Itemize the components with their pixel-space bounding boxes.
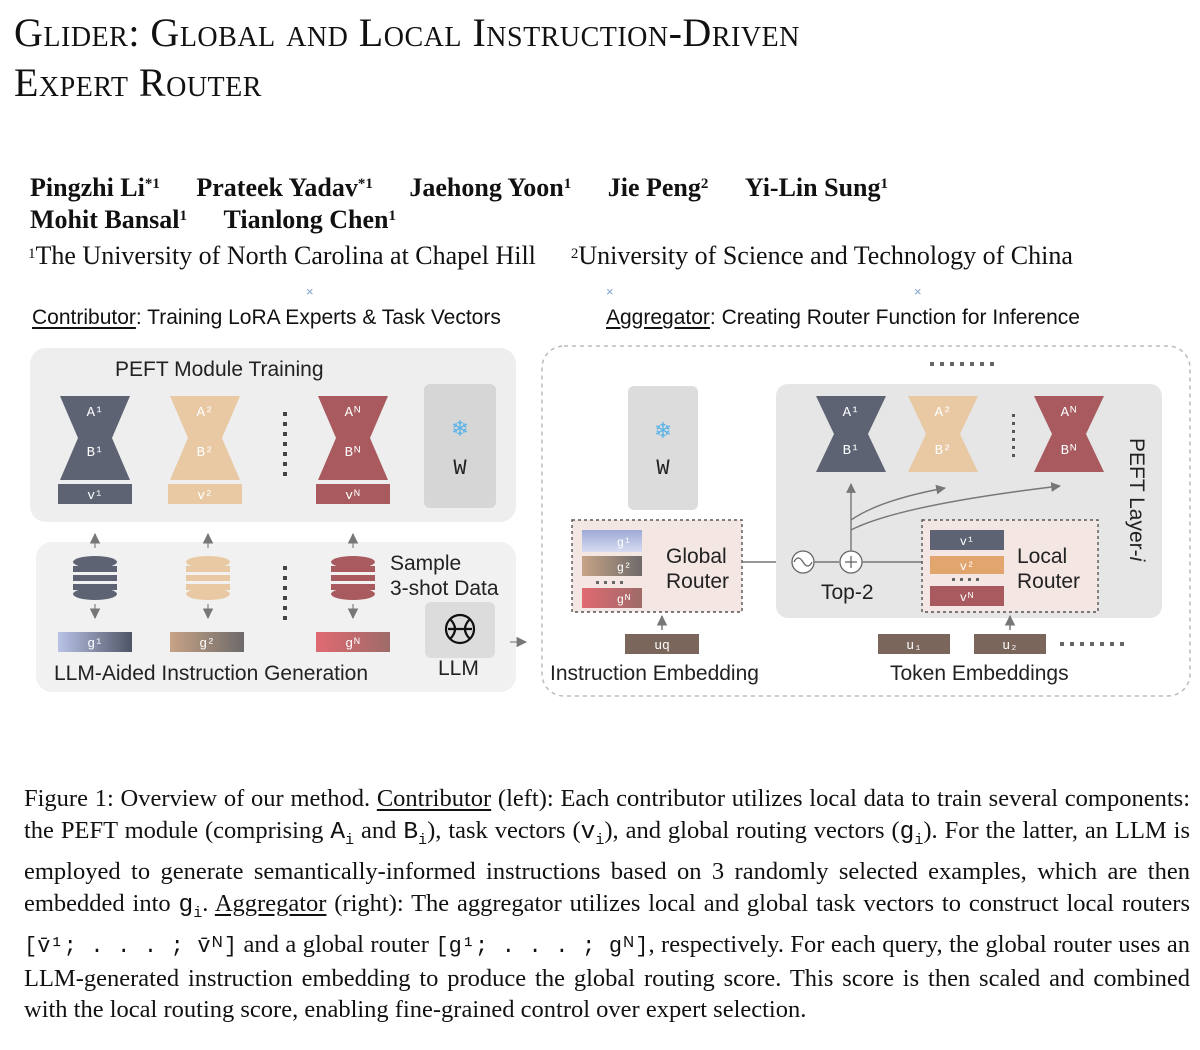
affiliations [28,240,1073,272]
instruction-generation-label: LLM-Aided Instruction Generation [54,662,369,685]
method-overview-figure [0,280,1200,720]
svg-text:Aᴺ: Aᴺ [1060,405,1078,421]
sample-label: 3-shot Data [390,577,499,600]
sample-label: Sample [390,552,462,575]
figure-caption: Figure 1: Overview of our method. Contributor (left): Each contributor utilizes local data to train several components: the PEFT module (comprising $A_i$ and $B_i$), task vectors $(v_i)$, and global routing vectors $(g_i)$. For the latter, an LLM is employed to generate semantically-informed instructions based on 3 randomly selected examples, which are then embedded into $g_i$. Aggregator (right): The aggregator utilizes local and global task vectors to construct local routers [v̄¹; . . . ; v̄ᴺ] and a global router [g¹; . . . ; gᴺ], respectively. For each query, the global router uses an LLM-generated instruction embedding to produce the global routing score. This score is then scaled and combined with the local routing score, enabling fine-grained control over expert selection. [24,785,1191,1024]
affiliation: $^1$The University of North Carolina at Chapel Hill [28,241,536,270]
svg-text:g¹: g¹ [87,636,103,651]
author: Yi-Lin Sung$^1$ [744,173,888,202]
svg-text:vᴺ: vᴺ [959,591,975,605]
database-icon-n [331,556,375,600]
aggregator-heading: Aggregator: Creating Router Function for Inference [606,306,1080,329]
token-embeddings-label: Token Embeddings [890,662,1069,685]
svg-text:gᴺ: gᴺ [616,593,632,607]
author: Jie Peng$^2$ [607,173,709,202]
author-list-line-2 [30,204,426,236]
peft-training-label: PEFT Module Training [115,358,324,381]
global-router-label: Router [666,570,730,593]
author: Tianlong Chen$^1$ [223,205,397,234]
svg-text:v¹: v¹ [87,488,103,503]
svg-text:v²: v² [197,488,213,503]
svg-text:g²: g² [616,561,632,575]
svg-text:Aᴺ: Aᴺ [344,405,362,421]
paper-title-line-2: Expert Router [14,60,262,105]
svg-text:A¹: A¹ [842,405,860,421]
svg-text:gᴺ: gᴺ [345,636,361,651]
svg-text:A²: A² [934,405,952,421]
local-router-label: Local [1017,545,1068,568]
svg-text:g¹: g¹ [616,536,632,550]
svg-text:×: × [914,284,922,299]
frozen-weight-block [424,384,496,508]
peft-layer-label: PEFT Layer-i [1125,438,1148,562]
paper-title-line-1: Glider: Global and Local Instruction-Driven [14,10,800,55]
svg-text:×: × [606,284,614,299]
svg-text:u₁: u₁ [906,638,922,653]
svg-text:v²: v² [959,560,975,574]
svg-text:A¹: A¹ [86,405,104,421]
sine-activation-icon [792,551,814,573]
top-2-label: Top-2 [821,581,874,604]
database-icon-1 [73,556,117,600]
affiliation: $^2$University of Science and Technology of China [570,241,1073,270]
decorative-markers [306,284,922,299]
local-router-label: Router [1017,570,1081,593]
author-list-line-1 [30,172,918,204]
svg-text:g²: g² [199,636,215,651]
svg-text:W: W [656,456,670,481]
global-router-label: Global [666,545,727,568]
author: Jaehong Yoon$^1$ [409,173,572,202]
contributor-heading: Contributor: Training LoRA Experts & Task Vectors [32,306,501,329]
svg-text:u₂: u₂ [1002,638,1018,653]
svg-text:B²: B² [934,443,952,459]
author: Prateek Yadav$^{*1}$ [196,173,373,202]
svg-text:B¹: B¹ [86,445,104,461]
svg-text:B²: B² [196,445,214,461]
database-icon-2 [186,556,230,600]
svg-text:uq: uq [654,638,670,653]
author: Mohit Bansal$^1$ [30,205,188,234]
llm-label: LLM [438,657,479,680]
paper-title [14,8,1194,108]
svg-text:v¹: v¹ [959,535,975,549]
svg-text:Bᴺ: Bᴺ [344,445,362,461]
author: Pingzhi Li$^{*1}$ [30,173,160,202]
snowflake-icon: ❄ [450,416,470,441]
frozen-weight-block [628,386,698,510]
svg-text:vᴺ: vᴺ [345,488,361,503]
svg-text:A²: A² [196,405,214,421]
svg-text:W: W [453,456,467,481]
svg-text:B¹: B¹ [842,443,860,459]
snowflake-icon: ❄ [653,418,673,443]
add-operator-icon [840,551,862,573]
svg-text:Bᴺ: Bᴺ [1060,443,1078,459]
svg-text:×: × [306,284,314,299]
instruction-embedding-label: Instruction Embedding [550,662,759,685]
